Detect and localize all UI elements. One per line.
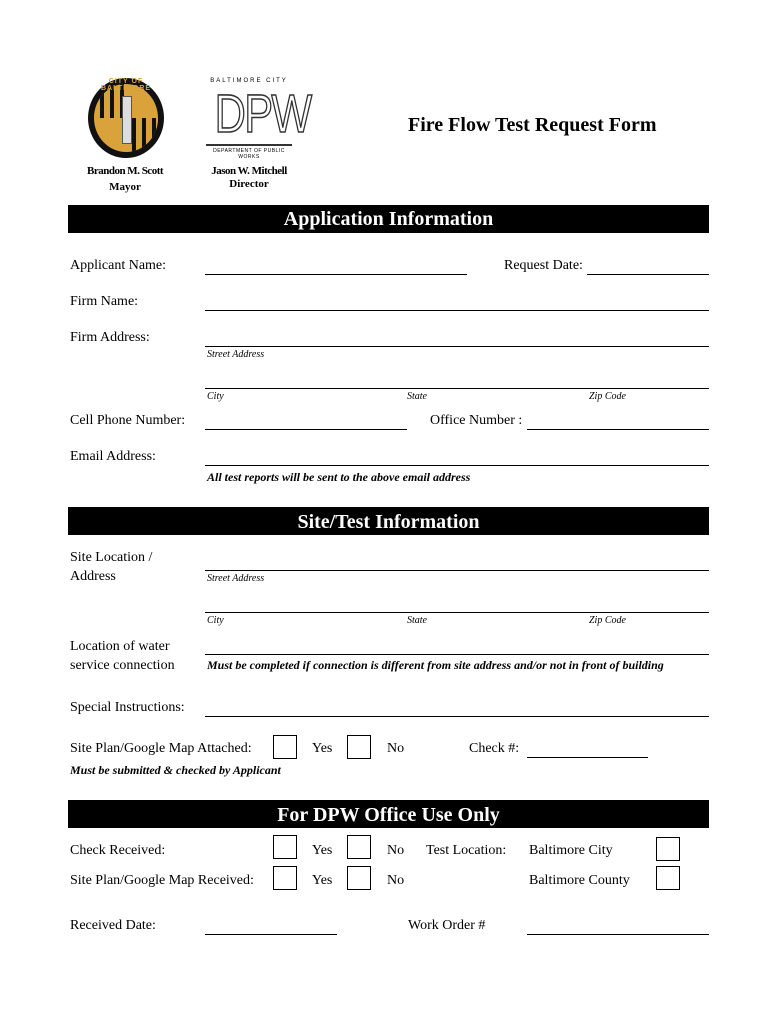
site-state-caption: State: [407, 615, 427, 626]
water-location-label-1: Location of water: [70, 639, 170, 654]
site-location-label-2: Address: [70, 569, 116, 584]
site-street-caption: Street Address: [207, 573, 265, 584]
office-number-field[interactable]: [527, 429, 709, 430]
check-number-field[interactable]: [527, 757, 648, 758]
plan-attached-no-label: No: [387, 741, 405, 756]
city-seal-logo: [88, 78, 164, 158]
cell-phone-field[interactable]: [205, 429, 407, 430]
firm-street-field[interactable]: [205, 346, 709, 347]
firm-name-field[interactable]: [205, 310, 709, 311]
baltimore-city-label: Baltimore City: [529, 843, 613, 858]
email-note: All test reports will be sent to the above email address: [207, 470, 471, 484]
mayor-title: Mayor: [109, 181, 141, 193]
form-title: Fire Flow Test Request Form: [408, 114, 657, 136]
plan-received-yes-checkbox[interactable]: [273, 866, 297, 890]
site-street-field[interactable]: [205, 570, 709, 571]
firm-address-label: Firm Address:: [70, 330, 150, 345]
cell-phone-label: Cell Phone Number:: [70, 413, 186, 428]
site-city-state-zip-field[interactable]: [205, 612, 709, 613]
plan-attached-no-checkbox[interactable]: [347, 735, 371, 759]
check-received-label: Check Received:: [70, 843, 166, 858]
special-instructions-label: Special Instructions:: [70, 700, 185, 715]
check-number-label: Check #:: [469, 741, 520, 756]
office-heading: For DPW Office Use Only: [68, 800, 709, 828]
check-received-yes-checkbox[interactable]: [273, 835, 297, 859]
firm-name-label: Firm Name:: [70, 294, 139, 309]
plan-received-yes-label: Yes: [312, 873, 333, 888]
applicant-name-field[interactable]: [205, 274, 467, 275]
email-field[interactable]: [205, 465, 709, 466]
plan-received-label: Site Plan/Google Map Received:: [70, 873, 254, 888]
mayor-name: Brandon M. Scott: [86, 165, 164, 177]
special-instructions-field[interactable]: [205, 716, 709, 717]
firm-city-caption: City: [207, 391, 224, 402]
office-number-label: Office Number :: [430, 413, 523, 428]
director-title: Director: [229, 178, 269, 190]
site-city-caption: City: [207, 615, 224, 626]
request-date-label: Request Date:: [504, 258, 583, 273]
application-heading: Application Information: [68, 205, 709, 233]
check-received-yes-label: Yes: [312, 843, 333, 858]
firm-zip-caption: Zip Code: [589, 391, 626, 402]
received-date-label: Received Date:: [70, 918, 156, 933]
director-name: Jason W. Mitchell: [211, 165, 287, 177]
water-location-field[interactable]: [205, 654, 709, 655]
email-label: Email Address:: [70, 449, 156, 464]
water-location-label-2: service connection: [70, 658, 175, 673]
site-zip-caption: Zip Code: [589, 615, 626, 626]
site-heading: Site/Test Information: [68, 507, 709, 535]
site-location-label-1: Site Location /: [70, 550, 153, 565]
applicant-name-label: Applicant Name:: [70, 258, 167, 273]
check-received-no-checkbox[interactable]: [347, 835, 371, 859]
plan-attached-yes-checkbox[interactable]: [273, 735, 297, 759]
seal-text: CITY OF BALTIMORE: [100, 78, 152, 92]
request-date-field[interactable]: [587, 274, 709, 275]
dpw-logo: BALTIMORE CITY DPW DEPARTMENT OF PUBLIC WORKS: [206, 78, 292, 160]
test-location-label: Test Location:: [426, 843, 507, 858]
plan-received-no-label: No: [387, 873, 405, 888]
baltimore-city-checkbox[interactable]: [656, 837, 680, 861]
water-location-note: Must be completed if connection is different from site address and/or not in front of building: [207, 658, 664, 672]
firm-state-caption: State: [407, 391, 427, 402]
check-received-no-label: No: [387, 843, 405, 858]
plan-note: Must be submitted & checked by Applicant: [70, 763, 281, 777]
work-order-label: Work Order #: [408, 918, 486, 933]
work-order-field[interactable]: [527, 934, 709, 935]
baltimore-county-label: Baltimore County: [529, 873, 630, 888]
plan-attached-label: Site Plan/Google Map Attached:: [70, 741, 252, 756]
plan-received-no-checkbox[interactable]: [347, 866, 371, 890]
firm-street-caption: Street Address: [207, 349, 265, 360]
received-date-field[interactable]: [205, 934, 337, 935]
baltimore-county-checkbox[interactable]: [656, 866, 680, 890]
firm-city-state-zip-field[interactable]: [205, 388, 709, 389]
plan-attached-yes-label: Yes: [312, 741, 333, 756]
